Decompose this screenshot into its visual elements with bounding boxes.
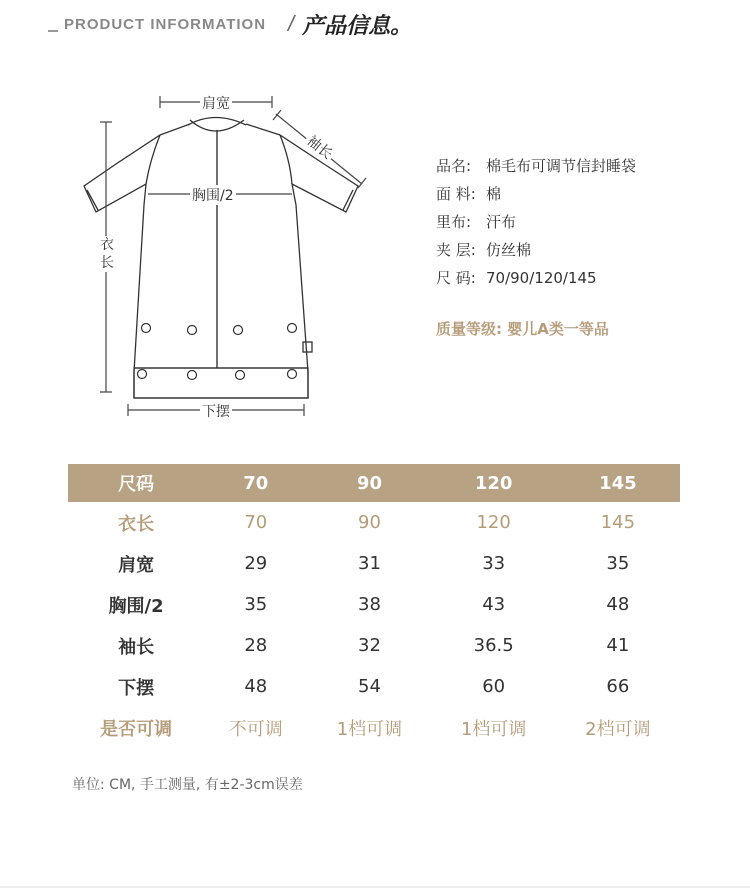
spec-fabric xyxy=(436,180,636,208)
row-label: 是否可调 xyxy=(100,718,173,740)
table-row xyxy=(68,625,680,666)
table-row xyxy=(68,584,680,625)
table-cell: 36.5 xyxy=(473,635,514,656)
table-cell: 54 xyxy=(358,676,381,697)
size-table xyxy=(68,464,680,748)
spec-name xyxy=(436,152,636,180)
row-label: 下摆 xyxy=(118,677,155,699)
table-cell: 1档可调 xyxy=(460,718,527,740)
shoulder-label: 肩宽 xyxy=(200,93,232,113)
row-label: 胸围/2 xyxy=(108,595,164,617)
table-cell: 90 xyxy=(358,512,381,533)
garment-diagram xyxy=(60,80,400,430)
spec-sizes xyxy=(436,264,636,292)
chest-label: 胸围/2 xyxy=(190,185,236,205)
spec-key: 尺 码: xyxy=(436,269,476,287)
table-cell: 145 xyxy=(600,512,636,533)
table-row xyxy=(68,666,680,707)
length-label: 衣长 xyxy=(96,236,118,272)
spec-key: 夹 层: xyxy=(436,241,476,259)
table-cell: 38 xyxy=(358,594,381,615)
table-cell: 33 xyxy=(482,553,506,574)
spec-value: 棉毛布可调节信封睡袋 xyxy=(486,157,637,175)
section-header xyxy=(48,6,412,42)
spec-lining xyxy=(436,208,636,236)
spec-key: 面 料: xyxy=(436,185,476,203)
sleeve-label: 袖长 xyxy=(301,129,338,165)
table-cell: 不可调 xyxy=(228,718,283,740)
header-slash: / xyxy=(288,11,295,36)
table-header-cell: 70 xyxy=(204,464,307,502)
spec-value: 汗布 xyxy=(486,213,517,231)
spec-value: 70/90/120/145 xyxy=(486,269,597,287)
table-cell: 1档可调 xyxy=(336,718,403,740)
table-cell: 48 xyxy=(606,594,630,615)
table-cell: 35 xyxy=(606,553,630,574)
table-cell: 70 xyxy=(244,512,268,533)
row-label: 肩宽 xyxy=(118,554,155,576)
table-cell: 28 xyxy=(244,635,268,656)
bottom-divider xyxy=(0,886,750,888)
table-cell: 35 xyxy=(244,594,268,615)
table-cell: 29 xyxy=(244,553,268,574)
spec-interlayer xyxy=(436,236,636,264)
table-cell: 120 xyxy=(476,512,511,533)
row-label: 衣长 xyxy=(118,513,155,535)
table-cell: 32 xyxy=(358,635,381,656)
row-label: 袖长 xyxy=(118,636,155,658)
table-header-cell: 145 xyxy=(556,464,680,502)
header-chinese-title: 产品信息。 xyxy=(302,13,413,39)
table-header-cell: 120 xyxy=(432,464,556,502)
table-cell: 48 xyxy=(244,676,268,697)
hem-label: 下摆 xyxy=(200,401,232,421)
table-row xyxy=(68,502,680,543)
spec-key: 品名: xyxy=(436,157,472,175)
table-cell: 31 xyxy=(358,553,381,574)
measurement-note: 单位: CM, 手工测量, 有±2-3cm误差 xyxy=(72,777,303,793)
table-cell: 43 xyxy=(482,594,506,615)
table-cell: 41 xyxy=(606,635,630,656)
header-dash xyxy=(48,30,58,32)
table-cell: 66 xyxy=(606,676,630,697)
quality-grade: 质量等级: 婴儿A类一等品 xyxy=(436,320,609,338)
table-header-cell: 尺码 xyxy=(68,464,204,502)
spec-key: 里布: xyxy=(436,213,472,231)
table-row xyxy=(68,707,680,748)
product-specs xyxy=(436,152,636,292)
table-cell: 2档可调 xyxy=(585,718,651,740)
table-row xyxy=(68,543,680,584)
spec-value: 仿丝棉 xyxy=(486,241,532,259)
table-cell: 60 xyxy=(482,676,506,697)
table-header-row xyxy=(68,464,680,502)
header-english-title: PRODUCT INFORMATION xyxy=(64,15,267,33)
table-header-cell: 90 xyxy=(307,464,431,502)
spec-value: 棉 xyxy=(486,185,502,203)
